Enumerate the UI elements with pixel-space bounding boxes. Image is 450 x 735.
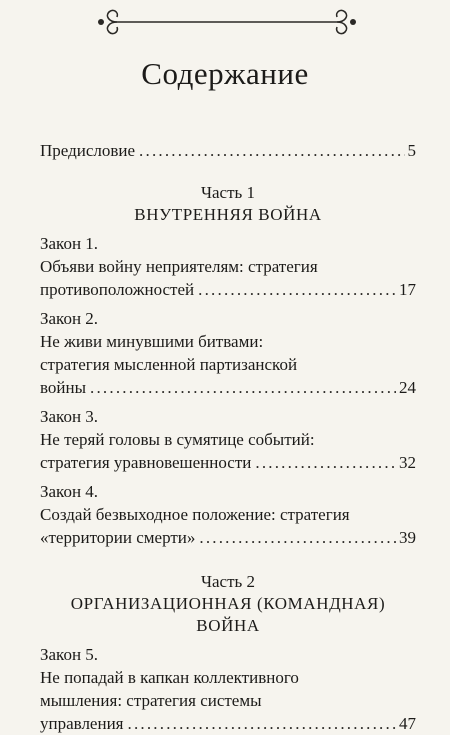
law-label: Закон 4. [40, 482, 99, 501]
law-label: Закон 2. [40, 309, 99, 328]
part-2-title-line-2: ВОЙНА [196, 616, 260, 635]
law-label: Закон 3. [40, 407, 99, 426]
part-1-title: ВНУТРЕННЯЯ ВОЙНА [134, 205, 322, 224]
scroll-ornament-icon [95, 8, 359, 36]
dot-leader [128, 712, 397, 735]
page-number: 17 [399, 280, 416, 299]
toc-entry-law-2[interactable] [40, 307, 416, 399]
dot-leader [198, 278, 396, 301]
entry-line: стратегия мысленной партизанской [40, 355, 298, 374]
dot-leader [255, 451, 396, 474]
part-2-title-line-1: ОРГАНИЗАЦИОННАЯ (КОМАНДНАЯ) [70, 594, 386, 613]
entry-line: войны [40, 378, 87, 397]
dot-leader [139, 139, 404, 162]
page-number: 39 [399, 528, 416, 547]
part-1-label: Часть 1 [200, 183, 256, 202]
page-number: 5 [407, 141, 416, 160]
dot-leader [90, 376, 396, 399]
entry-line: управления [40, 714, 124, 733]
law-label: Закон 5. [40, 645, 99, 664]
page-number: 47 [399, 714, 416, 733]
entry-line: Создай безвыходное положение: стратегия [40, 505, 350, 524]
part-2-label: Часть 2 [200, 572, 256, 591]
toc-entry-law-1[interactable] [40, 232, 416, 301]
entry-line: Не попадай в капкан коллективного [40, 668, 299, 687]
toc-entry-law-3[interactable] [40, 405, 416, 474]
entry-line: Не живи минувшими битвами: [40, 332, 264, 351]
entry-title: Предисловие [40, 141, 136, 160]
law-label: Закон 1. [40, 234, 99, 253]
table-of-contents [40, 139, 416, 735]
entry-line: противоположностей [40, 280, 195, 299]
entry-line: «территории смерти» [40, 528, 196, 547]
entry-line: стратегия уравновешенности [40, 453, 252, 472]
entry-line: Объяви войну неприятелям: стратегия [40, 257, 318, 276]
entry-line: Не теряй головы в сумятице событий: [40, 430, 315, 449]
page-title: Содержание [141, 56, 309, 91]
toc-entry-law-5[interactable] [40, 643, 416, 735]
page-number: 24 [399, 378, 416, 397]
entry-line: мышления: стратегия системы [40, 691, 262, 710]
page-number: 32 [399, 453, 416, 472]
toc-entry-law-4[interactable] [40, 480, 416, 549]
dot-leader [199, 526, 396, 549]
toc-entry-preface[interactable] [40, 139, 416, 162]
